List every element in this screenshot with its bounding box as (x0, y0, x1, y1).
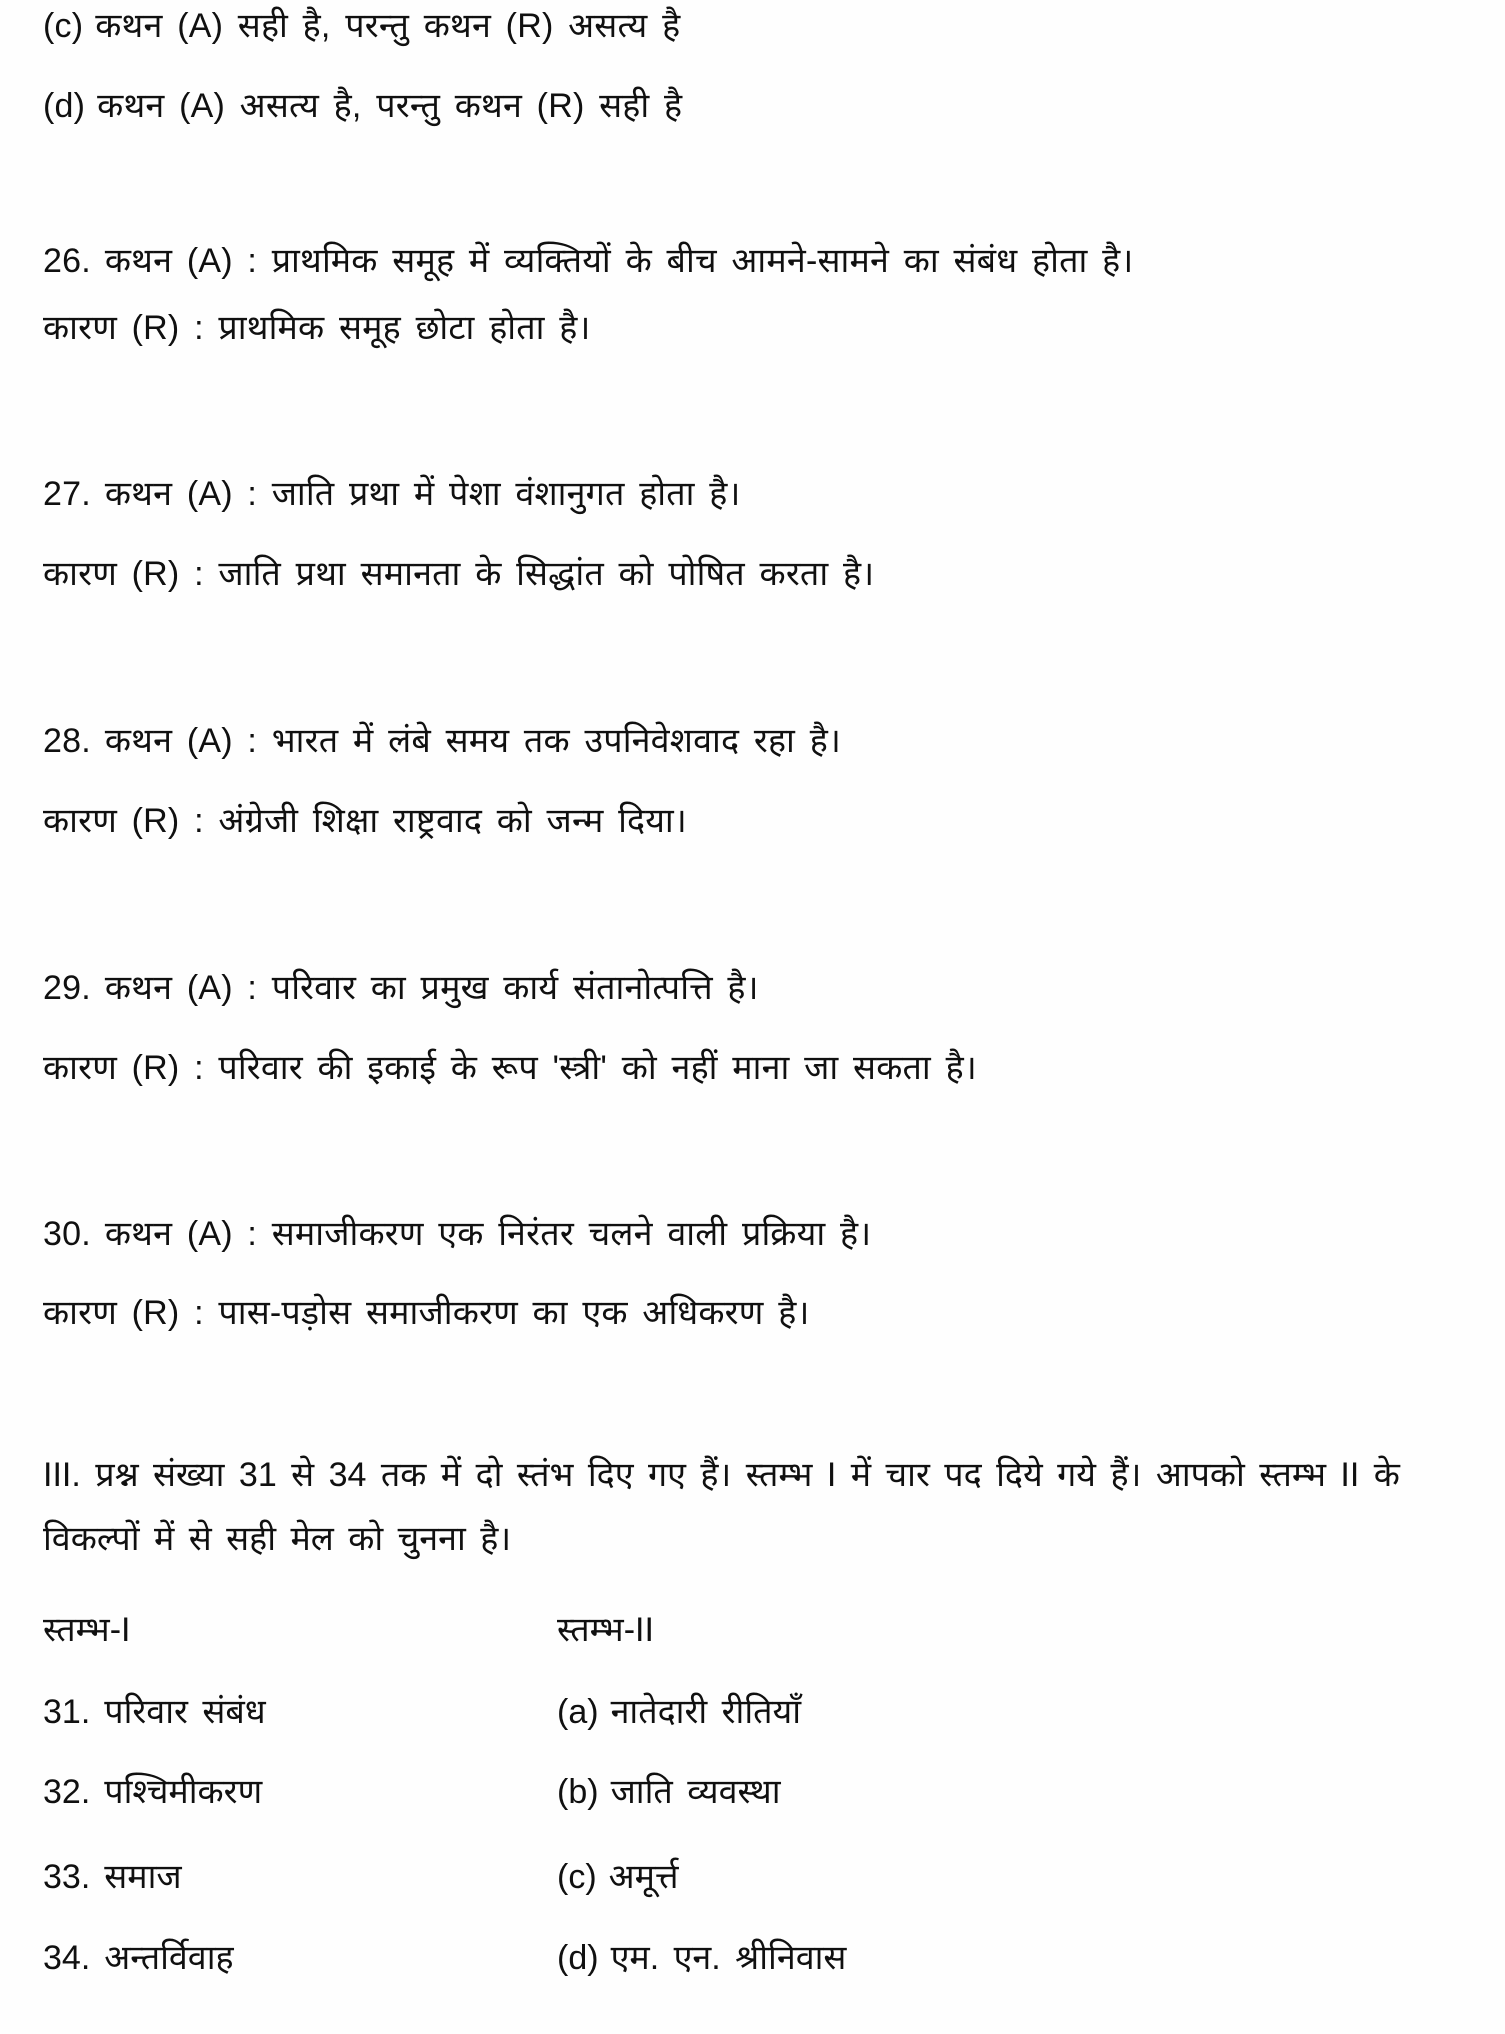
column-ii-header: स्तम्भ-II (557, 1611, 654, 1649)
column-i-header: स्तम्भ-I (43, 1611, 131, 1649)
question-number: 27. (43, 475, 91, 513)
match-row-item-33 (43, 1852, 182, 1898)
match-row-option-d (557, 1933, 846, 1979)
row-item-text: परिवार संबंध (104, 1693, 266, 1731)
answer-option-c (43, 5, 680, 47)
row-number: 32. (43, 1773, 91, 1811)
match-row-item-31 (43, 1687, 266, 1733)
match-row-option-a (557, 1687, 801, 1733)
question-number: 28. (43, 722, 91, 760)
row-item-text: समाज (104, 1858, 182, 1896)
question-28-assertion (43, 720, 841, 762)
reason-text: कारण (R) : अंग्रेजी शिक्षा राष्ट्रवाद को जन्म दिया। (43, 802, 688, 840)
match-row-item-34 (43, 1933, 234, 1979)
reason-text: कारण (R) : पास-पड़ोस समाजीकरण का एक अधिकरण है। (43, 1294, 810, 1332)
assertion-text: कथन (A) : भारत में लंबे समय तक उपनिवेशवाद रहा है। (104, 722, 842, 760)
section-iii-instruction: III. प्रश्न संख्या 31 से 34 तक में दो स्तंभ दिए गए हैं। स्तम्भ I में चार पद दिये गये हैं। आपको स्तम्भ II के विकल्पों में से सही मेल को चुनना है। (43, 1456, 1400, 1558)
assertion-text: कथन (A) : परिवार का प्रमुख कार्य संतानोत्पत्ति है। (104, 969, 759, 1007)
option-label: (c) (43, 7, 84, 45)
reason-text: कारण (R) : प्राथमिक समूह छोटा होता है। (43, 309, 591, 347)
match-row-item-32 (43, 1767, 262, 1813)
option-label: (d) (43, 87, 86, 125)
assertion-text: कथन (A) : प्राथमिक समूह में व्यक्तियों के बीच आमने-सामने का संबंध होता है। (104, 242, 1134, 280)
reason-text: कारण (R) : परिवार की इकाई के रूप 'स्त्री' को नहीं माना जा सकता है। (43, 1049, 977, 1087)
option-text: अमूर्त्त (608, 1858, 679, 1896)
question-26-reason (43, 307, 591, 349)
option-text: जाति व्यवस्था (610, 1773, 781, 1811)
option-label: (b) (557, 1773, 599, 1811)
row-number: 34. (43, 1939, 91, 1977)
row-item-text: पश्चिमीकरण (104, 1773, 263, 1811)
option-text: एम. एन. श्रीनिवास (610, 1939, 847, 1977)
question-27-reason (43, 553, 874, 595)
assertion-text: कथन (A) : समाजीकरण एक निरंतर चलने वाली प्रक्रिया है। (104, 1215, 872, 1253)
match-row-option-b (557, 1767, 781, 1813)
question-28-reason (43, 800, 687, 842)
option-text: कथन (A) सही है, परन्तु कथन (R) असत्य है (95, 7, 681, 45)
question-27-assertion (43, 473, 741, 515)
option-label: (c) (557, 1858, 597, 1896)
option-label: (d) (557, 1939, 599, 1977)
question-29-reason (43, 1047, 977, 1089)
question-29-assertion (43, 967, 759, 1009)
question-number: 26. (43, 242, 91, 280)
question-number: 30. (43, 1215, 91, 1253)
question-26-assertion (43, 240, 1133, 282)
question-30-reason (43, 1292, 810, 1334)
option-text: नातेदारी रीतियाँ (610, 1693, 802, 1731)
question-number: 29. (43, 969, 91, 1007)
row-item-text: अन्तर्विवाह (104, 1939, 234, 1977)
option-label: (a) (557, 1693, 599, 1731)
option-text: कथन (A) असत्य है, परन्तु कथन (R) सही है (97, 87, 683, 125)
match-row-option-c (557, 1852, 678, 1898)
answer-option-d (43, 85, 682, 127)
question-30-assertion (43, 1213, 871, 1255)
row-number: 33. (43, 1858, 91, 1896)
assertion-text: कथन (A) : जाति प्रथा में पेशा वंशानुगत होता है। (104, 475, 741, 513)
reason-text: कारण (R) : जाति प्रथा समानता के सिद्धांत को पोषित करता है। (43, 555, 875, 593)
row-number: 31. (43, 1693, 91, 1731)
